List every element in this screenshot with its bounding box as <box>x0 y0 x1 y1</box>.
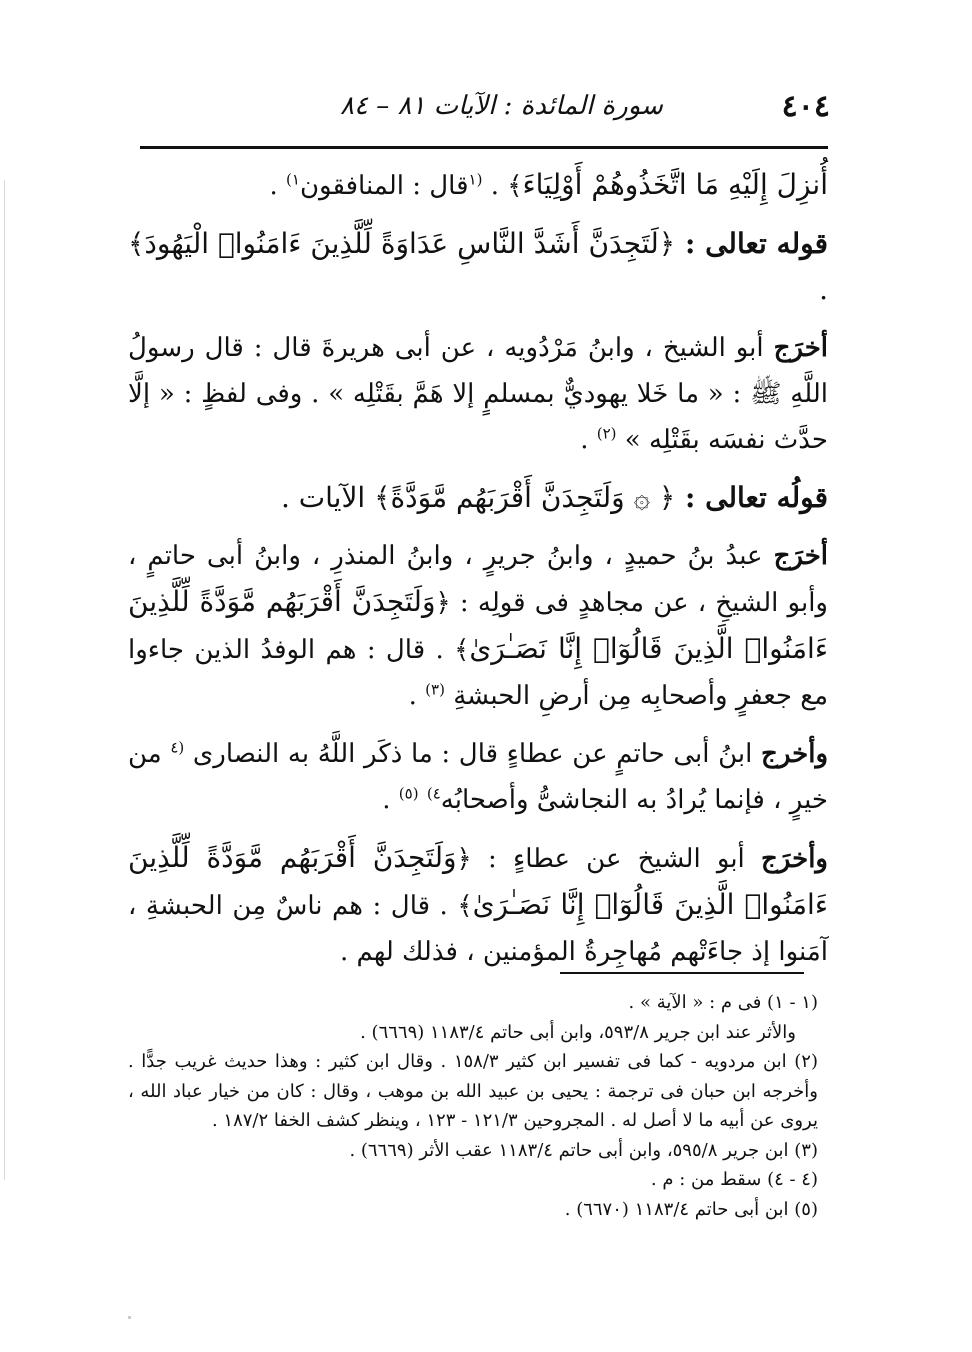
page-header <box>140 85 830 129</box>
lead-word: قوله تعالى : <box>675 227 828 260</box>
text-run: ابنُ أبى حاتمٍ عن عطاءٍ قال : ما ذكَر اللَّهُ به النصارى <box>184 739 762 769</box>
footnote-f1: (١ - ١) فى م : « الآية » . <box>628 992 818 1013</box>
footnote-marker: (٣) <box>425 680 445 699</box>
main-text <box>128 162 828 975</box>
text-run: ﴾ . قال : هم الوفدُ الذين جاءوا مع جعفرٍ وأصحابِه مِن أرضِ الحبشةِ <box>128 635 828 711</box>
footnote-f6: (٥) ابن أبى حاتم ١١٨٣/٤ (٦٦٧٠) . <box>564 1198 818 1220</box>
text-run: ﴿ <box>435 588 451 618</box>
scan-speck <box>128 1316 131 1319</box>
footnote-f3: (٢) ابن مردويه - كما فى تفسير ابن كثير ١٥٨/٣ . وقال ابن كثير : وهذا حديث غريب جدًّا . وأخرجه ابن حبان فى ترجمة : يحيى بن عبيد الله بن موهب ، وقال : كان من خيار عباد الله ، يروى عن أبيه ما لا أصل له . المجروحين ١٢١/٣ - ١٢٣ ، وينظر كشف الخفا ١٨٧/٢ . <box>128 1051 818 1131</box>
footnote-marker: (٤ <box>170 738 185 757</box>
footnote-f4: (٣) ابن جرير ٥٩٥/٨، وابن أبى حاتم ١١٨٣/٤ عقب الأثر (٦٦٦٩) . <box>349 1139 818 1161</box>
footnote-marker: (٥) <box>398 784 419 803</box>
text-run: ﴿ <box>658 227 676 260</box>
quran-verse: أُنزِلَ إِلَيْهِ مَا اتَّخَذُوهُمْ أَوْلِيَاءَ <box>522 168 828 201</box>
scan-edge-line <box>4 180 5 1180</box>
text-run: . <box>382 785 399 815</box>
text-run: . <box>408 681 426 711</box>
text-run: ﴿ <box>456 844 472 874</box>
footnote-marker: (١ <box>468 170 483 189</box>
lead-word: قولُه تعالى : <box>675 481 828 514</box>
quran-verse: وَلَتَجِدَنَّ أَقْرَبَهُم مَّوَدَّةً لِّلَّذِينَ ءَامَنُوا۟ الَّذِينَ قَالُوٓا۟ إِنَّا نَصَـٰرَىٰ <box>128 585 828 665</box>
paragraph-p4 <box>128 475 828 521</box>
text-run: ﴾ . قال : هم ناسٌ مِن الحبشةِ ، آمَنوا إذ جاءَتْهم مُهاجِرةُ المؤمنين ، فذلك لهم . <box>128 891 828 967</box>
running-title: سورة المائدة : الآيات ٨١ – ٨٤ <box>340 91 663 121</box>
footnotes <box>128 988 818 1224</box>
footnote-marker: (٢) <box>596 424 617 443</box>
text-run: . <box>269 171 287 201</box>
text-run: . <box>580 425 597 455</box>
lead-word: وأخرَج <box>761 844 828 874</box>
footnote-rule <box>560 972 804 974</box>
text-run <box>419 785 427 815</box>
footnote-f2: والأثر عند ابن جرير ٥٩٣/٨، وابن أبى حاتم ١١٨٣/٤ (٦٦٦٩) . <box>360 1021 796 1043</box>
paragraph-p2 <box>128 221 828 313</box>
text-run: ﴾ . <box>482 171 523 201</box>
lead-word: أخرَج <box>773 541 828 571</box>
text-run: ﴾ الآيات . <box>280 481 391 514</box>
lead-word: أخرَج <box>773 333 828 363</box>
footnote-marker: ١) <box>286 170 300 189</box>
lead-word: وأخرج <box>761 739 829 769</box>
text-run: أبو الشيخ عن عطاءٍ : <box>471 844 761 874</box>
text-run: أبو الشيخ ، وابنُ مَرْدُويه ، عن أبى هريرةَ قال : قال رسولُ اللَّهِ ﷺ : « ما خَلا يهوديٌّ بمسلمٍ إلا هَمَّ بقَتْلِه » . وفى لفظٍ : « إلَّا حدَّث نفسَه بقَتْلِه » <box>128 333 828 455</box>
text-run: من خيرٍ ، فإنما يُرادُ به النجاشىُّ وأصحابُه <box>128 739 828 815</box>
text-run: عبدُ بنُ حميدٍ ، وابنُ جريرٍ ، وابنُ المنذرِ ، وابنُ أبى حاتمٍ ، وأبو الشيخِ ، عن مجاهدٍ فى قولِه : <box>128 541 828 618</box>
paragraph-p1 <box>128 162 828 209</box>
paragraph-p7 <box>128 835 828 975</box>
paragraph-p3 <box>128 325 828 463</box>
page-number: ٤٠٤ <box>781 89 830 124</box>
footnote-marker: ٤) <box>426 784 441 803</box>
quran-verse: لَتَجِدَنَّ أَشَدَّ النَّاسِ عَدَاوَةً لِّلَّذِينَ ءَامَنُوا۟ الْيَهُودَ <box>144 227 659 260</box>
paragraph-p6 <box>128 731 828 823</box>
quran-verse: وَلَتَجِدَنَّ أَقْرَبَهُم مَّوَدَّةً لِّلَّذِينَ ءَامَنُوا۟ الَّذِينَ قَالُوٓا۟ إِنَّا نَصَـٰرَىٰ <box>128 841 828 921</box>
text-run: ﴿ ۞ <box>624 481 676 514</box>
footnote-f5: (٤ - ٤) سقط من : م . <box>650 1169 818 1190</box>
quran-verse: وَلَتَجِدَنَّ أَقْرَبَهُم مَّوَدَّةً <box>390 481 625 514</box>
header-rule <box>140 146 828 149</box>
paragraph-p5 <box>128 533 828 719</box>
text-run: ﴾ . <box>128 227 828 306</box>
text-run: قال : المنافقون <box>299 171 469 201</box>
